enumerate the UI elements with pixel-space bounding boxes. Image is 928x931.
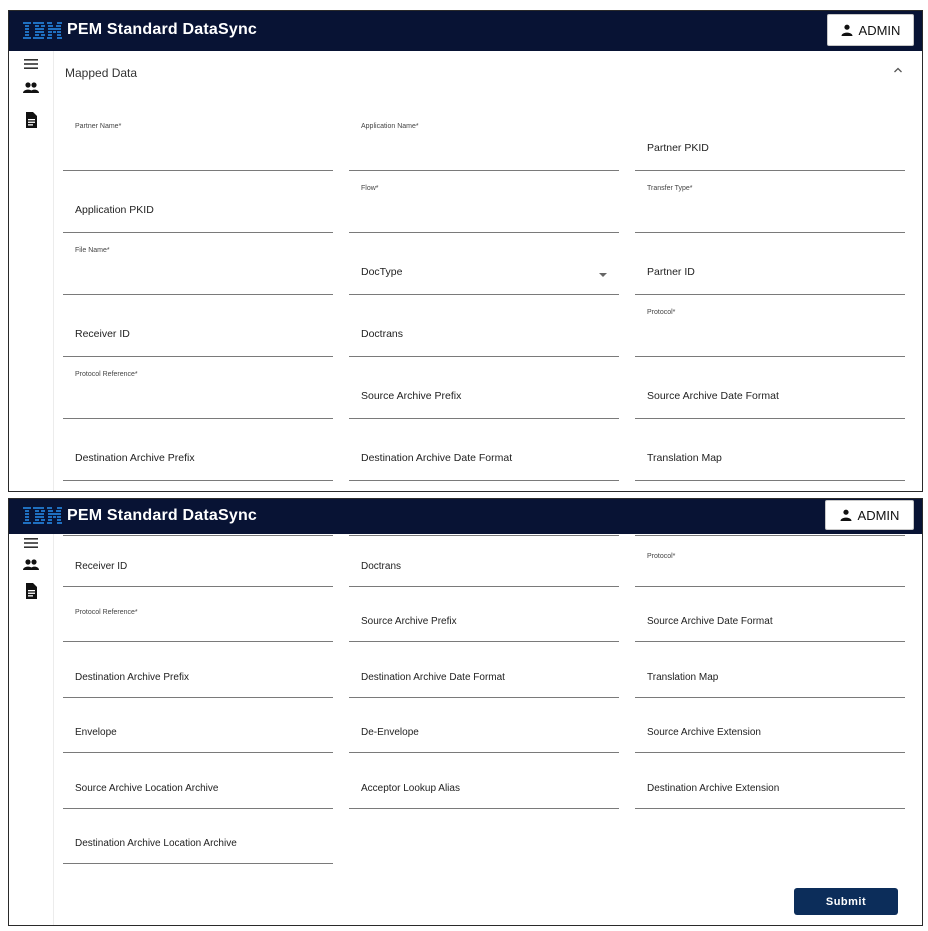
field-label: Destination Archive Date Format [361, 671, 505, 683]
field-label: Transfer Type* [647, 185, 693, 192]
field-label: Receiver ID [75, 328, 130, 340]
user-icon [840, 509, 852, 521]
destination-archive-date-format-field[interactable] [349, 642, 619, 698]
app-title: PEM Standard DataSync [67, 21, 258, 38]
receiver-id-field[interactable] [63, 531, 333, 587]
translation-map-field[interactable] [635, 642, 905, 698]
field-label: Destination Archive Prefix [75, 671, 189, 683]
protocol-reference-field[interactable] [63, 587, 333, 643]
user-menu-button[interactable] [825, 500, 914, 530]
screenshot-panel-2 [8, 498, 923, 926]
users-icon[interactable] [22, 79, 40, 97]
source-archive-date-format-field[interactable] [635, 587, 905, 643]
document-icon[interactable] [22, 111, 40, 129]
field-label: Source Archive Location Archive [75, 782, 219, 794]
source-archive-extension-field[interactable] [635, 698, 905, 754]
field-label: Translation Map [647, 671, 719, 683]
field-label: Partner Name* [75, 123, 122, 130]
field-label: Source Archive Date Format [647, 616, 773, 627]
field-label: Acceptor Lookup Alias [361, 782, 460, 794]
field-label: Protocol* [647, 553, 676, 560]
protocol-field[interactable] [635, 531, 905, 587]
doctrans-field[interactable] [349, 295, 619, 357]
application-name-field[interactable] [349, 109, 619, 171]
mapped-data-form-scrolled [63, 531, 905, 864]
translation-map-field[interactable] [635, 419, 905, 481]
doctype-select[interactable] [349, 233, 619, 295]
destination-archive-extension-field[interactable] [635, 753, 905, 809]
partner-id-field[interactable] [635, 233, 905, 295]
caret-down-icon[interactable] [599, 273, 607, 277]
acceptor-lookup-alias-field[interactable] [349, 753, 619, 809]
destination-archive-prefix-field[interactable] [63, 642, 333, 698]
field-label: Source Archive Prefix [361, 616, 457, 627]
protocol-reference-field[interactable] [63, 357, 333, 419]
user-menu-button[interactable] [827, 14, 914, 46]
ibm-logo [23, 20, 63, 42]
field-label: Destination Archive Prefix [75, 452, 195, 464]
destination-archive-prefix-field[interactable] [63, 419, 333, 481]
mapped-data-form [63, 109, 905, 481]
receiver-id-field[interactable] [63, 295, 333, 357]
protocol-field[interactable] [635, 295, 905, 357]
source-archive-date-format-field[interactable] [635, 357, 905, 419]
field-label: Destination Archive Extension [647, 782, 780, 794]
ibm-logo [23, 505, 63, 527]
chevron-up-icon[interactable] [892, 64, 904, 76]
source-archive-prefix-field[interactable] [349, 357, 619, 419]
top-app-bar [9, 11, 922, 51]
top-app-bar [9, 499, 922, 534]
field-label: Partner ID [647, 266, 695, 278]
field-label: Translation Map [647, 452, 722, 464]
source-archive-location-archive-field[interactable] [63, 753, 333, 809]
users-icon[interactable] [22, 556, 40, 574]
field-label: Protocol Reference* [75, 371, 138, 378]
field-label: De-Envelope [361, 727, 419, 738]
screenshot-panel-1 [8, 10, 923, 492]
field-label: Destination Archive Date Format [361, 452, 513, 464]
field-label: Doctrans [361, 328, 404, 340]
destination-archive-date-format-field[interactable] [349, 419, 619, 481]
field-label: File Name* [75, 247, 110, 254]
de-envelope-field[interactable] [349, 698, 619, 754]
submit-button[interactable]: Submit [794, 888, 898, 915]
field-label: DocType [361, 266, 403, 278]
envelope-field[interactable] [63, 698, 333, 754]
field-label: Source Archive Extension [647, 727, 761, 738]
field-label: Application PKID [75, 204, 154, 216]
flow-field[interactable] [349, 171, 619, 233]
field-label: Protocol* [647, 309, 676, 316]
field-label: Receiver ID [75, 560, 128, 572]
field-label: Source Archive Prefix [361, 390, 462, 402]
side-nav [9, 534, 54, 925]
user-name: ADMIN [857, 507, 900, 523]
user-name: ADMIN [858, 22, 901, 38]
field-label: Protocol Reference* [75, 608, 138, 616]
side-nav [9, 51, 54, 491]
transfer-type-field[interactable] [635, 171, 905, 233]
field-label: Application Name* [361, 123, 419, 130]
partner-name-field[interactable] [63, 109, 333, 171]
menu-icon[interactable] [22, 55, 40, 73]
menu-icon[interactable] [22, 534, 40, 552]
field-label: Partner PKID [647, 142, 709, 154]
field-label: Destination Archive Location Archive [75, 838, 237, 849]
destination-archive-location-archive-field[interactable] [63, 809, 333, 865]
document-icon[interactable] [22, 582, 40, 600]
source-archive-prefix-field[interactable] [349, 587, 619, 643]
app-title: PEM Standard DataSync [67, 507, 258, 524]
doctrans-field[interactable] [349, 531, 619, 587]
file-name-field[interactable] [63, 233, 333, 295]
field-label: Source Archive Date Format [647, 390, 779, 402]
field-label: Envelope [75, 727, 117, 738]
field-label: Doctrans [361, 560, 402, 572]
partner-pkid-field[interactable] [635, 109, 905, 171]
application-pkid-field[interactable] [63, 171, 333, 233]
field-label: Flow* [361, 185, 379, 192]
user-icon [841, 24, 853, 36]
section-title: Mapped Data [65, 66, 138, 80]
